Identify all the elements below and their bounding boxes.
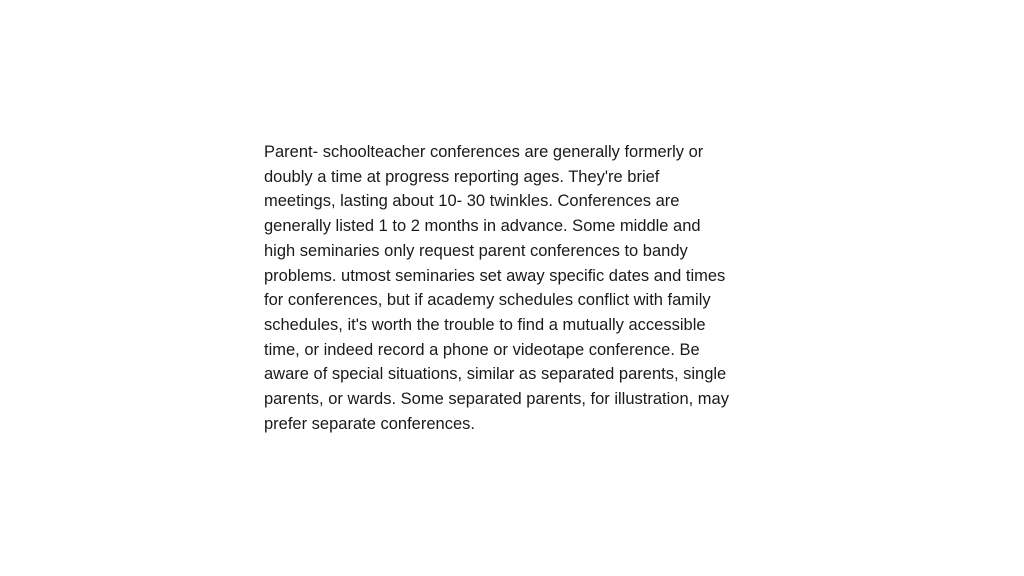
paragraph-line: schedules, it's worth the trouble to find a mutually accessible (264, 315, 706, 334)
paragraph-line: problems. utmost seminaries set away specific dates and times (264, 266, 726, 285)
paragraph-line: for conferences, but if academy schedules conflict with family (264, 291, 711, 310)
paragraph-line: aware of special situations, similar as separated parents, single (264, 365, 727, 384)
paragraph-line: high seminaries only request parent conferences to bandy (264, 241, 688, 260)
body-paragraph (264, 140, 784, 436)
paragraph-line: doubly a time at progress reporting ages. They're brief (264, 167, 660, 186)
paragraph-line: meetings, lasting about 10- 30 twinkles. Conferences are (264, 192, 680, 211)
paragraph-line: time, or indeed record a phone or videotape conference. Be (264, 340, 700, 359)
paragraph-line: prefer separate conferences. (264, 414, 475, 433)
paragraph-line: generally listed 1 to 2 months in advance. Some middle and (264, 217, 701, 236)
paragraph-line: parents, or wards. Some separated parents, for illustration, may (264, 390, 729, 409)
paragraph-line: Parent- schoolteacher conferences are generally formerly or (264, 143, 704, 161)
